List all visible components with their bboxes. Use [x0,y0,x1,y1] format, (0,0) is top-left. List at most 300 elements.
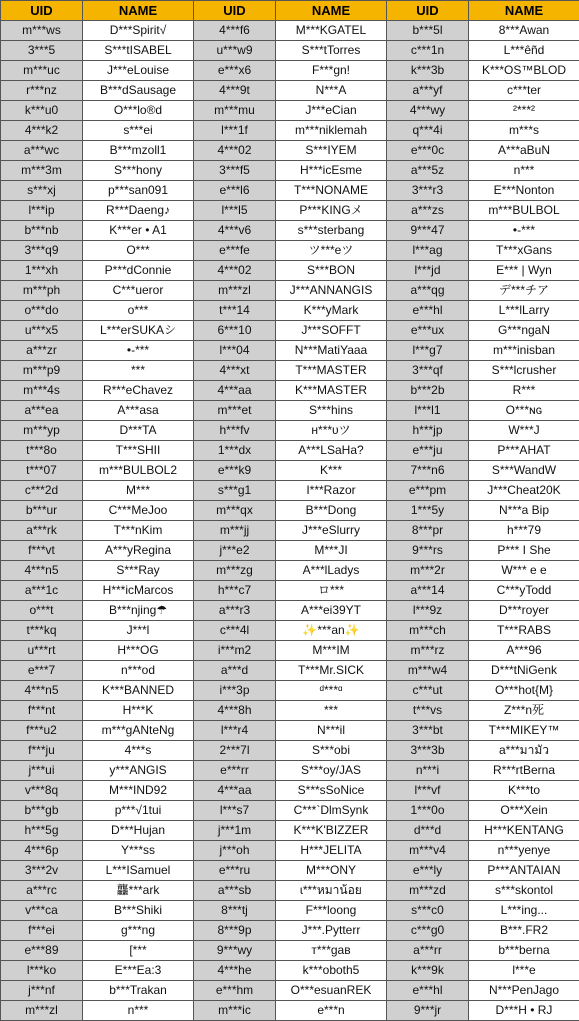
name-cell: T***MASTER [276,361,387,381]
uid-cell: u***w9 [194,41,276,61]
uid-cell: m***rz [387,641,469,661]
table-row [1,241,579,261]
name-cell: m***BULBOL [469,201,579,221]
name-cell: J***eLouise [83,61,194,81]
uid-cell: 1***5y [387,501,469,521]
name-cell: 龘***ark [83,881,194,901]
uid-cell: m***zd [387,881,469,901]
uid-cell: j***e2 [194,541,276,561]
header-name-3: NAME [469,1,579,21]
name-cell: O*** [83,241,194,261]
table-row [1,761,579,781]
name-cell: s***sterbang [276,221,387,241]
table-row [1,41,579,61]
uid-cell: c***2d [1,481,83,501]
name-cell: ᵈ***ᵅ [276,681,387,701]
name-cell: b***berna [469,941,579,961]
uid-cell: j***nf [1,981,83,1001]
uid-cell: 3***3b [387,741,469,761]
name-cell: s***skontol [469,881,579,901]
name-cell: b***Trakan [83,981,194,1001]
uid-cell: 9***47 [387,221,469,241]
name-cell: L***erSUKAシ [83,321,194,341]
name-cell: s***ei [83,121,194,141]
name-cell: n***yenye [469,841,579,861]
uid-cell: m***zl [194,281,276,301]
name-cell: Z***n死 [469,701,579,721]
uid-cell: 4***he [194,961,276,981]
table-row [1,901,579,921]
name-cell: R***Daeng♪ [83,201,194,221]
uid-cell: m***2r [387,561,469,581]
name-cell: S***Ray [83,561,194,581]
name-cell: B***Shiki [83,901,194,921]
table-row [1,961,579,981]
header-name-2: NAME [276,1,387,21]
uid-cell: c***ut [387,681,469,701]
uid-cell: m***ph [1,281,83,301]
uid-cell: m***yp [1,421,83,441]
name-cell: O***ɴɢ [469,401,579,421]
uid-cell: t***07 [1,461,83,481]
uid-cell: e***fe [194,241,276,261]
uid-cell: t***14 [194,301,276,321]
uid-cell: a***1c [1,581,83,601]
table-row [1,301,579,321]
uid-cell: b***5l [387,21,469,41]
uid-cell: 4***k2 [1,121,83,141]
name-cell: l***e [469,961,579,981]
table-row [1,801,579,821]
name-cell: [*** [83,941,194,961]
name-cell: K***K'BIZZER [276,821,387,841]
name-cell: p***√1tui [83,801,194,821]
name-cell: C***MeJoo [83,501,194,521]
table-row [1,21,579,41]
uid-cell: e***ju [387,441,469,461]
table-row [1,61,579,81]
uid-cell: e***ux [387,321,469,341]
uid-cell: a***rr [387,941,469,961]
uid-cell: s***g1 [194,481,276,501]
uid-cell: i***m2 [194,641,276,661]
uid-cell: j***ui [1,761,83,781]
uid-cell: f***u2 [1,721,83,741]
uid-cell: 4***wy [387,101,469,121]
name-cell: A***aBuN [469,141,579,161]
name-cell: •-*** [83,341,194,361]
name-cell: k***oboth5 [276,961,387,981]
uid-cell: e***k9 [194,461,276,481]
table-row [1,261,579,281]
name-cell: S***sSoNice [276,781,387,801]
uid-cell: 1***dx [194,441,276,461]
name-cell: ᴛ***gaʙ [276,941,387,961]
table-row [1,1001,579,1021]
uid-cell: m***ch [387,621,469,641]
uid-cell: a***wc [1,141,83,161]
name-cell: D***royer [469,601,579,621]
uid-cell: c***4l [194,621,276,641]
name-cell: N***PenJago [469,981,579,1001]
name-cell: S***tISABEL [83,41,194,61]
uid-cell: 1***xh [1,261,83,281]
name-cell: T***nKim [83,521,194,541]
uid-cell: l***s7 [194,801,276,821]
table-row [1,681,579,701]
name-cell: K***MASTER [276,381,387,401]
name-cell: a***มามัว [469,741,579,761]
header-uid-1: UID [1,1,83,21]
table-row [1,941,579,961]
name-cell: K***to [469,781,579,801]
name-cell: C***ueror [83,281,194,301]
uid-cell: r***nz [1,81,83,101]
name-cell: H***JELITA [276,841,387,861]
table-row [1,721,579,741]
name-cell: H***KENTANG [469,821,579,841]
name-cell: P***AHAT [469,441,579,461]
name-cell: A***LSaHa? [276,441,387,461]
uid-cell: s***xj [1,181,83,201]
header-uid-3: UID [387,1,469,21]
name-cell: R*** [469,381,579,401]
uid-cell: e***pm [387,481,469,501]
name-cell: S***tTorres [276,41,387,61]
uid-cell: 3***q9 [1,241,83,261]
name-cell: m***gANteNg [83,721,194,741]
uid-cell: k***u0 [1,101,83,121]
name-cell: S***lcrusher [469,361,579,381]
uid-cell: 4***9t [194,81,276,101]
name-cell: T***SHII [83,441,194,461]
name-cell: B***.FR2 [469,921,579,941]
name-cell: O***lo®d [83,101,194,121]
uid-cell: 4***aa [194,381,276,401]
uid-cell: 4***f6 [194,21,276,41]
name-cell: D***Spirit√ [83,21,194,41]
name-cell: J***.Pytterr [276,921,387,941]
uid-cell: l***1f [194,121,276,141]
name-cell: n*** [469,161,579,181]
uid-cell: l***ip [1,201,83,221]
name-cell: H***icEsme [276,161,387,181]
table-row [1,861,579,881]
uid-cell: 3***5 [1,41,83,61]
name-cell: ロ*** [276,581,387,601]
uid-cell: 4***8h [194,701,276,721]
name-cell: L***ISamuel [83,861,194,881]
table-row [1,361,579,381]
uid-cell: 9***rs [387,541,469,561]
name-cell: M***JI [276,541,387,561]
uid-cell: a***d [194,661,276,681]
uid-cell: e***7 [1,661,83,681]
uid-cell: q***4i [387,121,469,141]
table-row [1,281,579,301]
uid-cell: m***mu [194,101,276,121]
uid-cell: o***do [1,301,83,321]
uid-cell: m***uc [1,61,83,81]
uid-cell: m***zg [194,561,276,581]
uid-cell: 4***6p [1,841,83,861]
table-body [1,21,579,1021]
uid-cell: l***l5 [194,201,276,221]
uid-cell: f***ei [1,921,83,941]
uid-cell: 4***02 [194,261,276,281]
table-row [1,101,579,121]
uid-cell: m***et [194,401,276,421]
uid-cell: m***p9 [1,361,83,381]
table-row [1,881,579,901]
uid-cell: 7***n6 [387,461,469,481]
uid-cell: m***qx [194,501,276,521]
uid-cell: m***ic [194,1001,276,1021]
uid-cell: 4***xt [194,361,276,381]
uid-cell: m***v4 [387,841,469,861]
uid-cell: a***zr [1,341,83,361]
name-cell: D***H • RJ [469,1001,579,1021]
uid-cell: 3***f5 [194,161,276,181]
name-cell: P*** I She [469,541,579,561]
table-row [1,501,579,521]
name-cell: L***ing... [469,901,579,921]
name-cell: 4***s [83,741,194,761]
uid-cell: 8***pr [387,521,469,541]
name-cell: T***RABS [469,621,579,641]
name-cell: J***ANNANGIS [276,281,387,301]
uid-cell: f***nt [1,701,83,721]
uid-cell: t***vs [387,701,469,721]
name-cell: O***esuanREK [276,981,387,1001]
name-cell: I***Razor [276,481,387,501]
name-cell: K*** [276,461,387,481]
name-cell: m***inisban [469,341,579,361]
uid-cell: m***jj [194,521,276,541]
uid-cell: 3***bt [387,721,469,741]
name-cell: M*** [83,481,194,501]
name-cell: S***IYEM [276,141,387,161]
table-row [1,221,579,241]
name-cell: M***IM [276,641,387,661]
table-row [1,601,579,621]
uid-cell: 4***v6 [194,221,276,241]
name-cell: C***yTodd [469,581,579,601]
uid-cell: a***r3 [194,601,276,621]
name-cell: n*** [83,1001,194,1021]
name-cell: N***a Bip [469,501,579,521]
name-cell: ✨***an✨ [276,621,387,641]
table-row [1,521,579,541]
name-cell: F***gn! [276,61,387,81]
name-cell: C***`DlmSynk [276,801,387,821]
uid-cell: m***4s [1,381,83,401]
name-cell: H***K [83,701,194,721]
uid-cell: 8***9p [194,921,276,941]
uid-cell: s***c0 [387,901,469,921]
name-cell: E***Nonton [469,181,579,201]
name-cell: Y***ss [83,841,194,861]
name-cell: B***Dong [276,501,387,521]
name-cell: ²***² [469,101,579,121]
uid-cell: a***ea [1,401,83,421]
table-row [1,781,579,801]
name-cell: H***icMarcos [83,581,194,601]
uid-cell: 4***02 [194,141,276,161]
name-cell: ɩ***หมาน้อย [276,881,387,901]
name-cell: L***êñd [469,41,579,61]
table-row [1,461,579,481]
name-cell: D***Hujan [83,821,194,841]
name-cell: T***Mr.SICK [276,661,387,681]
name-cell: n***od [83,661,194,681]
name-cell: J***eSlurry [276,521,387,541]
uid-cell: m***3m [1,161,83,181]
uid-cell: b***nb [1,221,83,241]
uid-cell: 4***n5 [1,681,83,701]
uid-cell: a***yf [387,81,469,101]
name-cell: D***tNiGenk [469,661,579,681]
uid-cell: l***r4 [194,721,276,741]
table-row [1,981,579,1001]
uid-cell: a***qg [387,281,469,301]
uid-cell: d***d [387,821,469,841]
name-cell: m***s [469,121,579,141]
uid-cell: 1***0o [387,801,469,821]
uid-cell: h***jp [387,421,469,441]
name-cell: H***OG [83,641,194,661]
uid-cell: e***hl [387,981,469,1001]
name-cell: m***niklemah [276,121,387,141]
name-cell: S***WandW [469,461,579,481]
uid-cell: f***ju [1,741,83,761]
table-row [1,921,579,941]
uid-cell: j***1m [194,821,276,841]
uid-cell: e***rr [194,761,276,781]
name-cell: •-*** [469,221,579,241]
name-cell: B***dSausage [83,81,194,101]
name-cell: O***hot{M} [469,681,579,701]
uid-cell: l***l1 [387,401,469,421]
table-row [1,441,579,461]
uid-cell: n***i [387,761,469,781]
name-cell: T***xGans [469,241,579,261]
uid-cell: 4***aa [194,781,276,801]
table-row [1,581,579,601]
table-row [1,381,579,401]
name-cell: J***eCian [276,101,387,121]
uid-cell: 4***n5 [1,561,83,581]
name-cell: W***J [469,421,579,441]
uid-cell: e***0c [387,141,469,161]
name-cell: T***MIKEY™ [469,721,579,741]
table-row [1,621,579,641]
table-row [1,741,579,761]
name-cell: J***SOFFT [276,321,387,341]
uid-cell: e***ru [194,861,276,881]
table-row [1,541,579,561]
name-cell: S***hony [83,161,194,181]
name-cell: O***Xein [469,801,579,821]
uid-cell: k***9k [387,961,469,981]
name-cell: G***ngaN [469,321,579,341]
name-cell: y***ANGIS [83,761,194,781]
uid-cell: u***rt [1,641,83,661]
name-cell: 8***Awan [469,21,579,41]
uid-cell: i***3p [194,681,276,701]
name-cell: m***BULBOL2 [83,461,194,481]
table-row [1,321,579,341]
uid-cell: a***14 [387,581,469,601]
name-cell: A***yRegina [83,541,194,561]
header-name-1: NAME [83,1,194,21]
name-cell: A***asa [83,401,194,421]
table-row [1,141,579,161]
uid-cell: t***8o [1,441,83,461]
table-row [1,161,579,181]
name-cell: R***rtBerna [469,761,579,781]
table-row [1,841,579,861]
uid-cell: 9***jr [387,1001,469,1021]
uid-cell: e***l6 [194,181,276,201]
uid-cell: a***5z [387,161,469,181]
uid-cell: e***89 [1,941,83,961]
name-cell: D***TA [83,421,194,441]
uid-cell: h***c7 [194,581,276,601]
table-row [1,341,579,361]
name-cell: g***ng [83,921,194,941]
table-row [1,401,579,421]
table-row [1,661,579,681]
uid-cell: m***w4 [387,661,469,681]
name-cell: o*** [83,301,194,321]
uid-cell: l***9z [387,601,469,621]
name-cell: R***eChavez [83,381,194,401]
uid-cell: o***t [1,601,83,621]
uid-cell: e***hm [194,981,276,1001]
name-cell: A***ei39YT [276,601,387,621]
uid-cell: 2***7l [194,741,276,761]
uid-cell: v***8q [1,781,83,801]
uid-cell: l***vf [387,781,469,801]
uid-cell: u***x5 [1,321,83,341]
table-row [1,481,579,501]
uid-cell: t***kq [1,621,83,641]
name-cell: J***Cheat20K [469,481,579,501]
name-cell: S***BON [276,261,387,281]
table-row [1,821,579,841]
name-cell: S***oy/JAS [276,761,387,781]
uid-cell: f***vt [1,541,83,561]
name-cell: N***MatiYaaa [276,341,387,361]
name-cell: T***NONAME [276,181,387,201]
name-cell: K***er • A1 [83,221,194,241]
name-cell: B***njing☂ [83,601,194,621]
uid-cell: 9***wy [194,941,276,961]
name-cell: K***yMark [276,301,387,321]
uid-cell: l***ko [1,961,83,981]
uid-cell: 6***10 [194,321,276,341]
uid-cell: j***oh [194,841,276,861]
uid-cell: e***x6 [194,61,276,81]
table-row [1,121,579,141]
uid-cell: c***1n [387,41,469,61]
uid-cell: c***g0 [387,921,469,941]
uid-cell: m***zl [1,1001,83,1021]
uid-cell: l***ag [387,241,469,261]
uid-cell: a***rc [1,881,83,901]
uid-cell: a***sb [194,881,276,901]
